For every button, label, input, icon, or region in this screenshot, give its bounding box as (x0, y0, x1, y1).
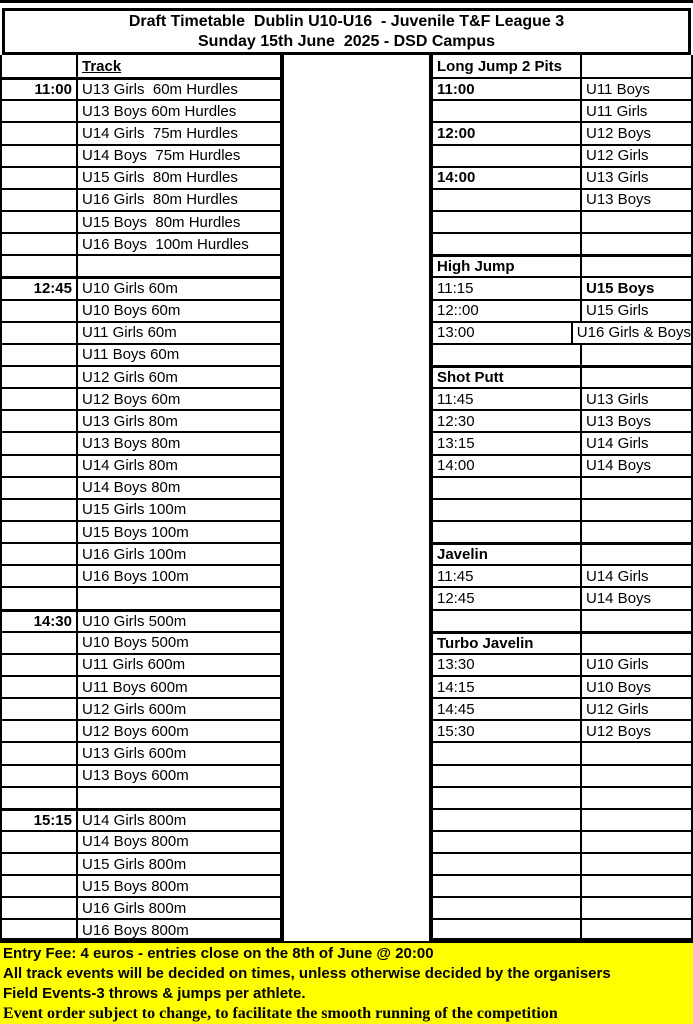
group-cell (582, 545, 691, 564)
event-cell: U13 Girls 600m (82, 744, 187, 762)
table-row (2, 387, 280, 409)
group-cell (582, 368, 691, 387)
table-row (433, 409, 691, 431)
time-cell (2, 898, 78, 918)
time-cell: 11:00 (2, 80, 78, 99)
event-cell: U16 Girls 80m Hurdles (82, 191, 238, 209)
time-cell (433, 788, 582, 808)
table-row (2, 254, 280, 276)
table-row (433, 188, 691, 210)
table-row (2, 343, 280, 365)
event-cell: U12 Girls 60m (82, 368, 178, 386)
table-row (2, 542, 280, 564)
group-cell: U12 Girls (586, 700, 649, 718)
event-cell: U14 Girls 80m (82, 457, 178, 475)
title-line-1: Draft Timetable Dublin U10-U16 - Juvenile T&F League 3 (128, 12, 565, 30)
table-row (2, 409, 280, 431)
footer-line-track-rules: All track events will be decided on times, unless otherwise decided by the organisers (3, 964, 611, 982)
time-cell (433, 345, 582, 365)
time-cell (2, 345, 78, 365)
table-row (433, 697, 691, 719)
table-row (2, 144, 280, 166)
group-cell: U12 Boys (586, 124, 652, 142)
group-cell: U11 Girls (586, 102, 648, 120)
group-cell: U13 Boys (586, 412, 652, 430)
group-cell: U12 Girls (586, 147, 649, 165)
group-cell (582, 810, 691, 830)
table-row (433, 852, 691, 874)
group-cell (582, 345, 691, 365)
time-cell (433, 478, 582, 498)
time-cell: 14:00 (433, 168, 582, 188)
time-cell: 11:00 (433, 79, 582, 99)
group-cell: U11 Boys (586, 80, 650, 98)
event-cell: U11 Girls 600m (82, 656, 186, 674)
time-cell (2, 699, 78, 719)
time-cell (433, 611, 582, 631)
group-cell (582, 500, 691, 520)
time-cell (2, 832, 78, 852)
time-cell (433, 500, 582, 520)
time-cell (433, 190, 582, 210)
section-header-cell: Long Jump 2 Pits (433, 55, 582, 77)
group-cell: U13 Girls (586, 390, 649, 408)
table-row (433, 387, 691, 409)
table-row (433, 918, 691, 940)
table-row (433, 431, 691, 453)
group-cell (582, 743, 691, 763)
footer-line-event-order: Event order subject to change, to facilitate the smooth running of the competition (3, 1004, 558, 1022)
time-cell (433, 212, 582, 232)
table-row (433, 830, 691, 852)
table-row (433, 719, 691, 741)
time-cell (2, 256, 78, 276)
table-row (433, 144, 691, 166)
table-row (433, 764, 691, 786)
table-row (2, 896, 280, 918)
table-row (433, 786, 691, 808)
group-cell: U16 Girls & Boys (576, 324, 691, 342)
time-cell (2, 168, 78, 188)
event-cell: U13 Boys 80m (82, 434, 181, 452)
group-cell: U15 Boys (586, 279, 655, 297)
section-header-cell: Turbo Javelin (433, 634, 582, 653)
event-cell: U11 Boys 600m (82, 678, 188, 696)
table-row (433, 564, 691, 586)
event-cell: U11 Girls 60m (82, 324, 177, 342)
time-cell (2, 389, 78, 409)
time-cell (2, 190, 78, 210)
table-row (2, 365, 280, 387)
event-cell: U14 Boys 800m (82, 833, 189, 851)
table-row (433, 232, 691, 254)
table-row (2, 188, 280, 210)
table-row (2, 764, 280, 786)
time-cell (433, 920, 582, 940)
table-row (2, 653, 280, 675)
event-cell: U12 Boys 60m (82, 390, 181, 408)
table-row (2, 77, 280, 99)
time-cell (2, 234, 78, 254)
group-cell (582, 634, 691, 653)
time-cell (2, 456, 78, 476)
time-cell (2, 655, 78, 675)
time-cell (2, 743, 78, 763)
table-row (2, 719, 280, 741)
group-cell (582, 832, 691, 852)
time-cell (433, 876, 582, 896)
time-cell (2, 301, 78, 321)
time-cell (2, 677, 78, 697)
time-cell (2, 212, 78, 232)
event-cell: U13 Boys 60m Hurdles (82, 102, 237, 120)
event-cell: U10 Boys 500m (82, 634, 189, 652)
section-header-cell: Shot Putt (433, 368, 582, 387)
time-cell (2, 411, 78, 431)
time-cell: 11:45 (433, 389, 582, 409)
time-cell (2, 323, 78, 343)
table-row (433, 653, 691, 675)
time-cell (2, 766, 78, 786)
table-row (2, 741, 280, 763)
table-row (2, 498, 280, 520)
event-cell: U10 Girls 60m (82, 280, 178, 298)
event-cell: U15 Boys 100m (82, 523, 189, 541)
footer-notes (0, 941, 693, 1024)
group-cell (582, 478, 691, 498)
table-row (433, 476, 691, 498)
group-cell: U10 Boys (586, 678, 652, 696)
table-row (433, 874, 691, 896)
table-row (433, 343, 691, 365)
time-cell (2, 522, 78, 542)
time-cell (433, 766, 582, 786)
table-row (433, 210, 691, 232)
time-cell: 14:15 (433, 677, 582, 697)
event-cell: U16 Boys 100m Hurdles (82, 235, 249, 253)
time-cell: 12:45 (2, 279, 78, 298)
time-cell (2, 721, 78, 741)
event-cell: U15 Boys 800m (82, 877, 189, 895)
table-row (2, 476, 280, 498)
time-cell: 13:30 (433, 655, 582, 675)
table-row (433, 609, 691, 631)
event-cell: U10 Boys 60m (82, 302, 181, 320)
group-cell: U10 Girls (586, 656, 649, 674)
table-row (2, 697, 280, 719)
event-cell: U13 Girls 60m Hurdles (82, 81, 238, 99)
table-row (2, 564, 280, 586)
event-cell (78, 256, 280, 276)
group-cell (582, 257, 691, 276)
table-row (2, 852, 280, 874)
event-cell: U10 Girls 500m (82, 612, 187, 630)
table-row (2, 808, 280, 830)
time-cell: 12:45 (433, 588, 582, 608)
time-cell (2, 146, 78, 166)
table-row (433, 675, 691, 697)
table-row (2, 520, 280, 542)
time-cell (2, 876, 78, 896)
event-cell: U16 Girls 800m (82, 899, 187, 917)
footer-line-field-rules: Field Events-3 throws & jumps per athlete. (3, 985, 306, 1003)
table-row (2, 321, 280, 343)
event-cell: U16 Boys 800m (82, 922, 189, 940)
time-cell (2, 566, 78, 586)
table-row (433, 166, 691, 188)
table-row (2, 586, 280, 608)
time-cell (433, 810, 582, 830)
time-cell (2, 123, 78, 143)
table-row (433, 520, 691, 542)
group-cell: U14 Girls (586, 567, 649, 585)
group-cell (582, 55, 691, 77)
time-cell (2, 55, 78, 77)
group-cell (582, 611, 691, 631)
event-cell: U12 Boys 600m (82, 722, 189, 740)
event-cell: U11 Boys 60m (82, 346, 180, 364)
time-cell (433, 743, 582, 763)
section-header-cell: High Jump (433, 257, 582, 276)
time-cell: 15:15 (2, 811, 78, 830)
group-cell (582, 920, 691, 940)
table-row (433, 896, 691, 918)
time-cell: 11:15 (433, 278, 582, 298)
field-events-table (429, 55, 693, 941)
table-row (433, 121, 691, 143)
time-cell (2, 101, 78, 121)
time-cell (433, 234, 582, 254)
time-cell (433, 146, 582, 166)
table-row (433, 631, 691, 653)
time-cell (2, 920, 78, 940)
table-row (2, 55, 280, 77)
table-row (2, 918, 280, 940)
event-cell: U15 Girls 100m (82, 501, 187, 519)
track-table (0, 55, 284, 941)
timetable-title (2, 8, 691, 55)
table-row (2, 121, 280, 143)
table-row (2, 210, 280, 232)
table-row (2, 232, 280, 254)
table-row (433, 365, 691, 387)
time-cell (2, 433, 78, 453)
title-line-2: Sunday 15th June 2025 - DSD Campus (198, 32, 495, 50)
group-cell: U14 Boys (586, 589, 652, 607)
time-cell (433, 101, 582, 121)
time-cell: 15:30 (433, 721, 582, 741)
time-cell (433, 832, 582, 852)
event-cell: U16 Girls 100m (82, 545, 187, 563)
group-cell (582, 788, 691, 808)
event-cell (78, 588, 280, 608)
group-cell: U14 Girls (586, 434, 649, 452)
table-row (433, 321, 691, 343)
footer-line-entry-fee: Entry Fee: 4 euros - entries close on the 8th of June @ 20:00 (3, 944, 434, 962)
time-cell: 14:30 (2, 612, 78, 631)
time-cell (433, 898, 582, 918)
group-cell: U13 Girls (586, 169, 649, 187)
table-row (433, 454, 691, 476)
group-cell: U12 Boys (586, 722, 652, 740)
time-cell: 13:00 (433, 323, 573, 343)
time-cell (2, 367, 78, 387)
table-row (2, 166, 280, 188)
table-row (2, 631, 280, 653)
time-cell (2, 588, 78, 608)
group-cell (582, 854, 691, 874)
time-cell (2, 544, 78, 564)
table-row (2, 454, 280, 476)
top-divider (0, 0, 693, 3)
event-cell (78, 788, 280, 808)
table-row (2, 431, 280, 453)
event-cell: U15 Girls 800m (82, 855, 187, 873)
table-row (2, 276, 280, 298)
time-cell: 12::00 (433, 301, 582, 321)
event-cell: U13 Girls 80m (82, 412, 178, 430)
table-row (433, 741, 691, 763)
table-row (2, 830, 280, 852)
table-row (433, 542, 691, 564)
group-cell (582, 522, 691, 542)
time-cell (2, 854, 78, 874)
time-cell (433, 522, 582, 542)
time-cell (2, 788, 78, 808)
table-row (2, 874, 280, 896)
table-row (433, 276, 691, 298)
time-cell: 12:30 (433, 411, 582, 431)
event-cell: U13 Boys 600m (82, 767, 189, 785)
table-row (433, 99, 691, 121)
group-cell (582, 766, 691, 786)
table-row (433, 55, 691, 77)
event-cell: U14 Girls 75m Hurdles (82, 124, 238, 142)
table-row (433, 808, 691, 830)
event-cell: U15 Boys 80m Hurdles (82, 213, 241, 231)
table-row (433, 498, 691, 520)
time-cell: 14:45 (433, 699, 582, 719)
table-row (2, 299, 280, 321)
group-cell (582, 212, 691, 232)
table-row (2, 99, 280, 121)
table-row (433, 254, 691, 276)
table-row (2, 786, 280, 808)
table-row (2, 609, 280, 631)
track-header-cell: Track (82, 57, 122, 75)
event-cell: U14 Girls 800m (82, 811, 187, 829)
time-cell: 13:15 (433, 433, 582, 453)
event-cell: U12 Girls 600m (82, 700, 187, 718)
table-row (2, 675, 280, 697)
time-cell (2, 478, 78, 498)
table-row (433, 299, 691, 321)
time-cell: 14:00 (433, 456, 582, 476)
table-row (433, 77, 691, 99)
time-cell (433, 854, 582, 874)
time-cell: 12:00 (433, 123, 582, 143)
group-cell: U15 Girls (586, 302, 649, 320)
event-cell: U14 Boys 80m (82, 479, 181, 497)
group-cell (582, 876, 691, 896)
event-cell: U16 Boys 100m (82, 567, 189, 585)
group-cell (582, 898, 691, 918)
time-cell: 11:45 (433, 566, 582, 586)
group-cell: U13 Boys (586, 191, 652, 209)
event-cell: U15 Girls 80m Hurdles (82, 169, 238, 187)
group-cell: U14 Boys (586, 457, 652, 475)
time-cell (2, 633, 78, 653)
group-cell (582, 234, 691, 254)
table-row (433, 586, 691, 608)
section-header-cell: Javelin (433, 545, 582, 564)
time-cell (2, 500, 78, 520)
event-cell: U14 Boys 75m Hurdles (82, 147, 241, 165)
